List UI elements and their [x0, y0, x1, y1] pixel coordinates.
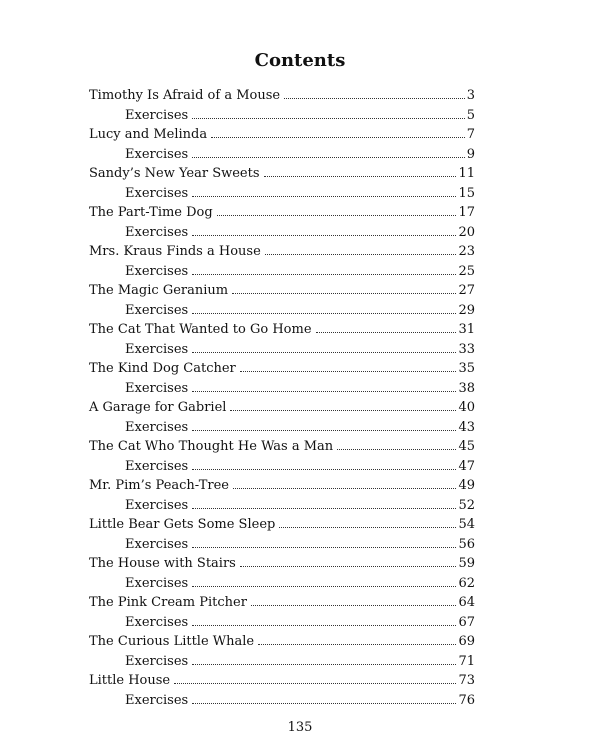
toc-entry-page: 15 [458, 185, 475, 201]
toc-entry [89, 632, 475, 652]
toc-entry-page: 23 [458, 244, 475, 259]
dot-leader [192, 118, 465, 119]
toc-entry-title: Exercises [125, 185, 189, 201]
page-number: 135 [287, 720, 313, 735]
toc-entry-page: 67 [458, 614, 475, 630]
toc-entry-title: Little Bear Gets Some Sleep [89, 517, 276, 532]
dot-leader [211, 137, 465, 138]
dot-leader [192, 625, 456, 626]
dot-leader [192, 547, 456, 548]
dot-leader [251, 605, 457, 606]
toc-subentry [89, 691, 475, 711]
dot-leader [192, 274, 456, 275]
toc-entry [89, 86, 475, 106]
toc-entry [89, 242, 475, 262]
toc-entry-title: Exercises [125, 107, 189, 123]
table-of-contents [89, 86, 475, 710]
dot-leader [192, 157, 465, 158]
toc-entry-title: Lucy and Melinda [89, 127, 208, 142]
toc-entry-page: 73 [458, 673, 475, 688]
toc-subentry [89, 145, 475, 165]
toc-subentry [89, 535, 475, 555]
dot-leader [192, 391, 456, 392]
toc-entry-page: 5 [466, 107, 475, 123]
toc-entry-page: 35 [458, 361, 475, 376]
toc-entry-page: 25 [458, 263, 475, 279]
toc-entry-page: 43 [458, 419, 475, 435]
toc-entry-title: Sandy’s New Year Sweets [89, 166, 260, 181]
toc-entry-title: Exercises [125, 653, 189, 669]
dot-leader [265, 254, 457, 255]
dot-leader [192, 586, 456, 587]
toc-entry-page: 3 [466, 88, 475, 103]
dot-leader [279, 527, 456, 528]
toc-entry-page: 17 [458, 205, 475, 220]
toc-entry-title: The Magic Geranium [89, 283, 229, 298]
dot-leader [316, 332, 457, 333]
toc-entry-title: Exercises [125, 419, 189, 435]
toc-entry [89, 515, 475, 535]
dot-leader [192, 313, 456, 314]
toc-subentry [89, 379, 475, 399]
dot-leader [192, 430, 456, 431]
toc-entry-page: 59 [458, 556, 475, 571]
dot-leader [258, 644, 456, 645]
toc-entry-page: 40 [458, 400, 475, 415]
toc-entry-page: 9 [466, 146, 475, 162]
toc-entry-title: Exercises [125, 614, 189, 630]
toc-entry-page: 52 [458, 497, 475, 513]
toc-entry [89, 554, 475, 574]
toc-subentry [89, 457, 475, 477]
toc-entry-page: 31 [458, 322, 475, 337]
toc-entry-title: Exercises [125, 341, 189, 357]
toc-entry-title: The Curious Little Whale [89, 634, 255, 649]
toc-entry-page: 45 [458, 439, 475, 454]
toc-entry-title: Exercises [125, 497, 189, 513]
dot-leader [337, 449, 456, 450]
dot-leader [232, 293, 456, 294]
toc-entry-title: The Cat That Wanted to Go Home [89, 322, 312, 337]
toc-entry [89, 125, 475, 145]
toc-entry-page: 29 [458, 302, 475, 318]
toc-entry [89, 671, 475, 691]
toc-entry-title: The Pink Cream Pitcher [89, 595, 247, 610]
toc-entry-title: Exercises [125, 146, 189, 162]
dot-leader [240, 371, 457, 372]
page-title: Contents [254, 50, 346, 71]
toc-entry-page: 56 [458, 536, 475, 552]
dot-leader [192, 196, 456, 197]
toc-subentry [89, 613, 475, 633]
toc-entry [89, 476, 475, 496]
toc-entry-title: The Kind Dog Catcher [89, 361, 236, 376]
toc-entry [89, 398, 475, 418]
toc-subentry [89, 418, 475, 438]
toc-entry-title: The Part-Time Dog [89, 205, 213, 220]
dot-leader [240, 566, 457, 567]
toc-subentry [89, 106, 475, 126]
toc-entry-title: Little House [89, 673, 171, 688]
toc-subentry [89, 340, 475, 360]
toc-entry-title: Exercises [125, 224, 189, 240]
toc-entry-page: 69 [458, 634, 475, 649]
dot-leader [230, 410, 456, 411]
toc-entry-title: Mr. Pim’s Peach-Tree [89, 478, 229, 493]
toc-subentry [89, 301, 475, 321]
toc-entry-title: Exercises [125, 263, 189, 279]
dot-leader [192, 352, 456, 353]
toc-entry-title: Exercises [125, 692, 189, 708]
toc-subentry [89, 223, 475, 243]
dot-leader [174, 683, 456, 684]
toc-entry-page: 33 [458, 341, 475, 357]
toc-subentry [89, 184, 475, 204]
toc-entry-title: Exercises [125, 575, 189, 591]
toc-entry-page: 20 [458, 224, 475, 240]
toc-entry-page: 11 [458, 166, 475, 181]
toc-subentry [89, 574, 475, 594]
dot-leader [217, 215, 457, 216]
dot-leader [192, 235, 456, 236]
toc-entry [89, 359, 475, 379]
dot-leader [192, 664, 456, 665]
dot-leader [192, 508, 456, 509]
toc-entry-title: Mrs. Kraus Finds a House [89, 244, 261, 259]
toc-entry [89, 320, 475, 340]
toc-subentry [89, 652, 475, 672]
dot-leader [192, 703, 456, 704]
toc-entry-page: 64 [458, 595, 475, 610]
toc-entry [89, 437, 475, 457]
toc-entry-page: 54 [458, 517, 475, 532]
toc-entry [89, 281, 475, 301]
toc-entry [89, 164, 475, 184]
toc-entry-page: 76 [458, 692, 475, 708]
dot-leader [284, 98, 465, 99]
dot-leader [264, 176, 457, 177]
toc-entry-page: 62 [458, 575, 475, 591]
toc-entry-title: Exercises [125, 380, 189, 396]
toc-entry-title: The Cat Who Thought He Was a Man [89, 439, 334, 454]
toc-entry-page: 49 [458, 478, 475, 493]
toc-entry-page: 38 [458, 380, 475, 396]
dot-leader [192, 469, 456, 470]
toc-entry-page: 71 [458, 653, 475, 669]
toc-entry-title: Exercises [125, 458, 189, 474]
toc-entry-title: Exercises [125, 302, 189, 318]
toc-entry-title: Timothy Is Afraid of a Mouse [89, 88, 281, 103]
toc-subentry [89, 262, 475, 282]
toc-entry-title: A Garage for Gabriel [89, 400, 227, 415]
toc-entry [89, 593, 475, 613]
toc-entry-title: Exercises [125, 536, 189, 552]
dot-leader [233, 488, 456, 489]
toc-entry-page: 47 [458, 458, 475, 474]
toc-entry-title: The House with Stairs [89, 556, 236, 571]
toc-entry [89, 203, 475, 223]
toc-entry-page: 7 [466, 127, 475, 142]
toc-entry-page: 27 [458, 283, 475, 298]
toc-subentry [89, 496, 475, 516]
